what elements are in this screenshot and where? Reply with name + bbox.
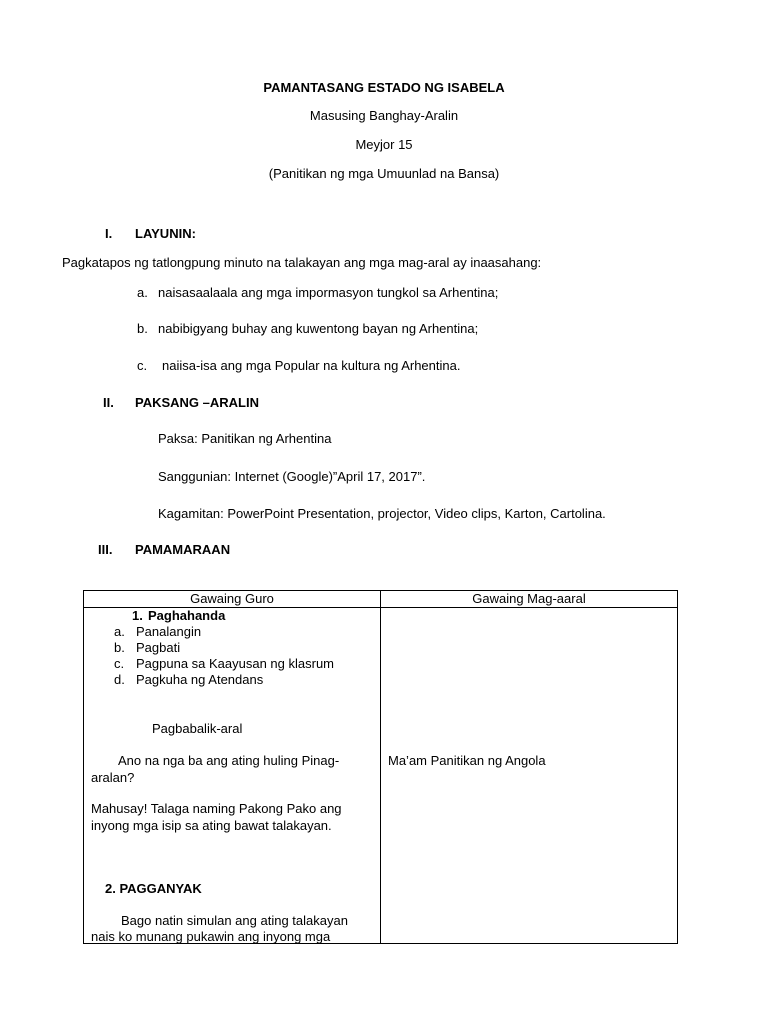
objective-text: nabibigyang buhay ang kuwentong bayan ng Arhentina;	[158, 321, 479, 336]
course-subject: (Panitikan ng mga Umuunlad na Bansa)	[268, 166, 500, 181]
list-marker: d.	[114, 672, 125, 687]
table-row	[84, 608, 678, 944]
balik-aral-heading: Pagbabalik-aral	[152, 721, 243, 736]
paksa-line: Paksa: Panitikan ng Arhentina	[158, 431, 332, 446]
guro-cell	[84, 608, 381, 944]
list-item: Pagkuha ng Atendans	[136, 672, 264, 687]
university-title: PAMANTASANG ESTADO NG ISABELA	[263, 80, 505, 95]
question-line: Ano na nga ba ang ating huling Pinag-	[118, 753, 340, 768]
section3-title: PAMAMARAAN	[135, 542, 231, 557]
question-line: aralan?	[91, 770, 135, 785]
section2-title: PAKSANG –ARALIN	[135, 395, 259, 410]
table-header-row	[84, 591, 678, 608]
objective-marker: c.	[137, 358, 148, 373]
praise-line: inyong mga isip sa ating bawat talakayan.	[91, 818, 332, 833]
objective-marker: b.	[137, 321, 148, 336]
list-marker: c.	[114, 656, 125, 671]
magaaral-cell	[381, 608, 678, 944]
document-type: Masusing Banghay-Aralin	[309, 108, 459, 123]
step2-title: 2. PAGGANYAK	[105, 881, 202, 896]
list-marker: a.	[114, 624, 125, 639]
section1-title: LAYUNIN:	[135, 226, 196, 241]
section3-numeral: III.	[98, 542, 113, 557]
praise-line: Mahusay! Talaga naming Pakong Pako ang	[91, 801, 342, 816]
list-item: Pagpuna sa Kaayusan ng klasrum	[136, 656, 335, 671]
objective-marker: a.	[137, 285, 148, 300]
column-header-guro: Gawaing Guro	[84, 591, 381, 608]
kagamitan-line: Kagamitan: PowerPoint Presentation, projector, Video clips, Karton, Cartolina.	[158, 506, 606, 521]
list-item: Panalangin	[136, 624, 202, 639]
intro-line: Bago natin simulan ang ating talakayan	[121, 913, 348, 928]
section1-numeral: I.	[105, 226, 113, 241]
column-header-magaaral: Gawaing Mag-aaral	[381, 591, 678, 608]
list-item: Pagbati	[136, 640, 181, 655]
objective-text: naisasaalaala ang mga impormasyon tungkol sa Arhentina;	[158, 285, 499, 300]
step1-title: Paghahanda	[148, 608, 226, 623]
intro-line: nais ko munang pukawin ang inyong mga	[91, 929, 331, 943]
course-code: Meyjor 15	[355, 137, 413, 152]
section2-numeral: II.	[103, 395, 114, 410]
list-marker: b.	[114, 640, 125, 655]
section1-intro: Pagkatapos ng tatlongpung minuto na talakayan ang mga mag-aral ay inaasahang:	[62, 255, 542, 270]
sanggunian-line: Sanggunian: Internet (Google)”April 17, 2017”.	[158, 469, 426, 484]
student-answer: Ma’am Panitikan ng Angola	[388, 753, 546, 768]
procedure-table	[83, 590, 678, 944]
objective-text: naiisa-isa ang mga Popular na kultura ng Arhentina.	[162, 358, 461, 373]
step1-number: 1.	[132, 608, 143, 623]
